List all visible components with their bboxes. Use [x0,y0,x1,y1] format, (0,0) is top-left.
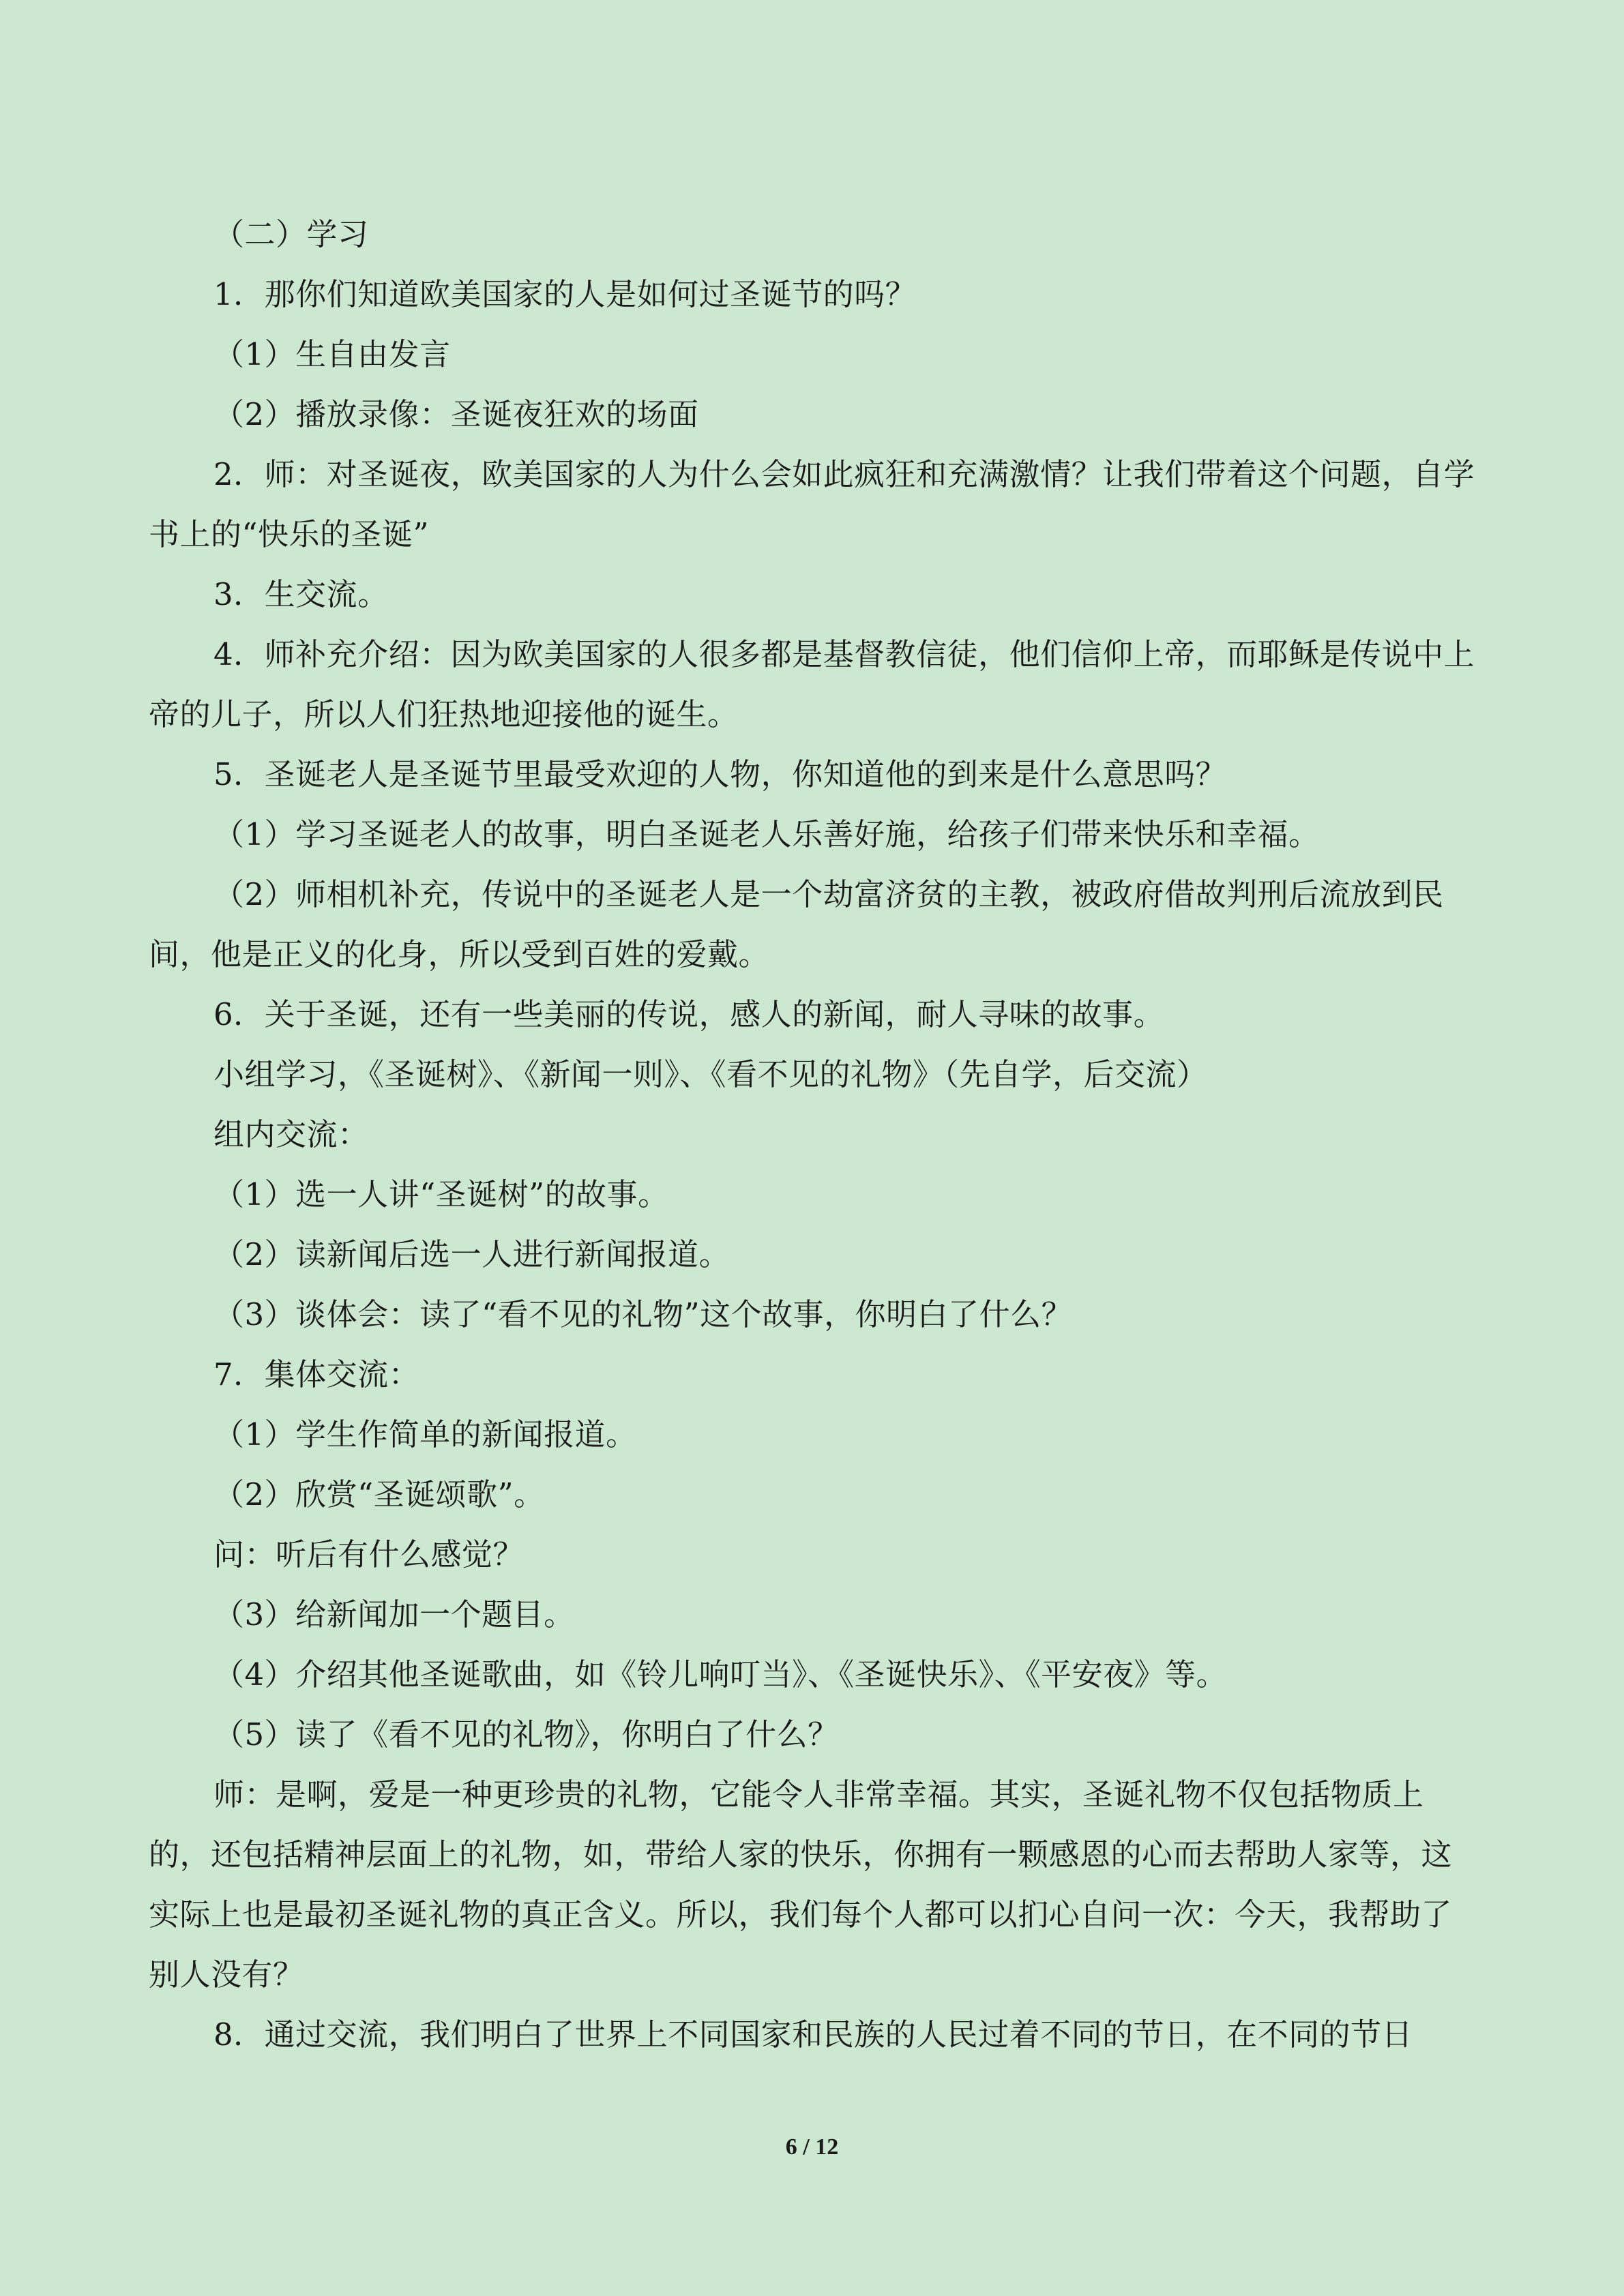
paragraph: 问：听后有什么感觉？ [213,1536,525,1572]
paragraph: （5）读了《看不见的礼物》，你明白了什么？ [213,1716,839,1753]
document-body [149,205,1475,2065]
paragraph: 1．那你们知道欧美国家的人是如何过圣诞节的吗？ [213,276,917,312]
paragraph: 小组学习，《圣诞树》、《新闻一则》、《看不见的礼物》（先自学，后交流） [213,1056,1208,1092]
paragraph: 2．师：对圣诞夜，欧美国家的人为什么会如此疯狂和充满激情？让我们带着这个问题，自学书上的“快乐的圣诞” [149,456,1475,552]
paragraph: （2）播放录像：圣诞夜狂欢的场面 [213,396,699,432]
paragraph: 师：是啊，爱是一种更珍贵的礼物，它能令人非常幸福。其实，圣诞礼物不仅包括物质上的，还包括精神层面上的礼物，如，带给人家的快乐，你拥有一颗感恩的心而去帮助人家等，这实际上也是最初圣诞礼物的真正含义。所以，我们每个人都可以扪心自问一次：今天，我帮助了别人没有？ [149,1776,1453,1993]
paragraph: （2）读新闻后选一人进行新闻报道。 [213,1236,730,1272]
paragraph: 8．通过交流，我们明白了世界上不同国家和民族的人民过着不同的节日，在不同的节日 [213,2016,1413,2053]
paragraph: 5．圣诞老人是圣诞节里最受欢迎的人物，你知道他的到来是什么意思吗？ [213,756,1227,792]
paragraph: （3）给新闻加一个题目。 [213,1596,575,1632]
paragraph: （2）欣赏“圣诞颂歌”。 [213,1476,545,1512]
paragraph: （1）生自由发言 [213,336,451,372]
paragraph: （1）学习圣诞老人的故事，明白圣诞老人乐善好施，给孩子们带来快乐和幸福。 [213,816,1320,852]
paragraph: 7．集体交流： [213,1356,420,1392]
paragraph: （4）介绍其他圣诞歌曲，如《铃儿响叮当》、《圣诞快乐》、《平安夜》等。 [213,1656,1228,1693]
paragraph: （1）学生作简单的新闻报道。 [213,1416,637,1452]
paragraph: （2）师相机补充，传说中的圣诞老人是一个劫富济贫的主教，被政府借故判刑后流放到民间，他是正义的化身，所以受到百姓的爱戴。 [149,876,1444,972]
paragraph: 组内交流： [213,1116,369,1152]
section-heading: （二）学习 [213,216,369,252]
paragraph: 6．关于圣诞，还有一些美丽的传说，感人的新闻，耐人寻味的故事。 [213,996,1165,1032]
paragraph: （1）选一人讲“圣诞树”的故事。 [213,1176,669,1212]
paragraph: （3）谈体会：读了“看不见的礼物”这个故事，你明白了什么？ [213,1296,1073,1332]
paragraph: 4．师补充介绍：因为欧美国家的人很多都是基督教信徒，他们信仰上帝，而耶稣是传说中上帝的儿子，所以人们狂热地迎接他的诞生。 [149,636,1475,732]
paragraph: 3．生交流。 [213,576,389,612]
page-number: 6 / 12 [785,2134,839,2160]
